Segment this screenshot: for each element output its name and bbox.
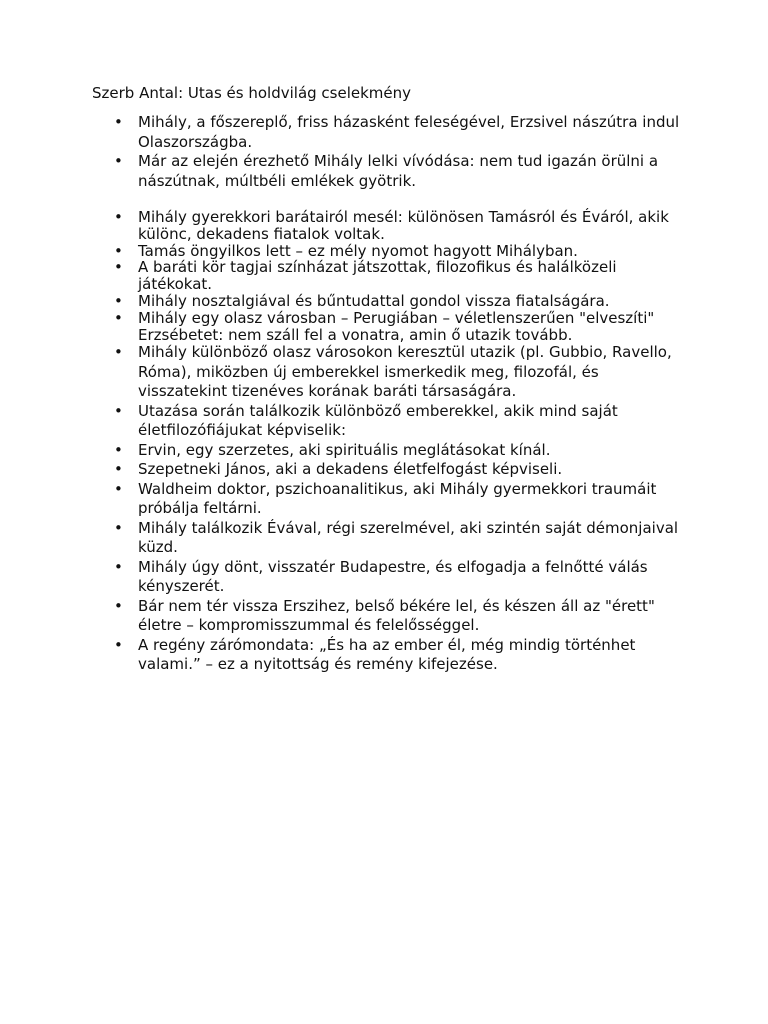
list-item: • Tamás öngyilkos lett – ez mély nyomot hagyott Mihályban.	[92, 243, 692, 260]
list-item: • Mihály különböző olasz városokon keresztül utazik (pl. Gubbio, Ravello, Róma), miközben új emberekkel ismerkedik meg, filozofál, és visszatekint tizenéves korának baráti társaságára.	[92, 343, 692, 402]
list-item: • Utazása során találkozik különböző emberekkel, akik mind saját életfilozófiájukat képviselik:	[92, 402, 692, 441]
bullet-list	[92, 113, 692, 675]
list-item: • Mihály egy olasz városban – Perugiában – véletlenszerűen "elveszíti" Erzsébetet: nem száll fel a vonatra, amin ő utazik tovább.	[92, 310, 692, 344]
list-item: • Mihály találkozik Évával, régi szerelmével, aki szintén saját démonjaival küzd.	[92, 519, 692, 558]
list-item: • Már az elején érezhető Mihály lelki vívódása: nem tud igazán örülni a nászútnak, múltbéli emlékek gyötrik.	[92, 152, 692, 191]
list-item: • Bár nem tér vissza Erszihez, belső békére lel, és készen áll az "érett" életre – kompromisszummal és felelősséggel.	[92, 597, 692, 636]
list-item: • Waldheim doktor, pszichoanalitikus, aki Mihály gyermekkori traumáit próbálja feltárni.	[92, 480, 692, 519]
list-item: • Mihály úgy dönt, visszatér Budapestre, és elfogadja a felnőtté válás kényszerét.	[92, 558, 692, 597]
list-item: • Ervin, egy szerzetes, aki spirituális meglátásokat kínál.	[92, 441, 692, 461]
document-title: Szerb Antal: Utas és holdvilág cselekmény	[92, 84, 412, 102]
list-item: • Mihály nosztalgiával és bűntudattal gondol vissza fiatalságára.	[92, 293, 692, 310]
list-item: • A baráti kör tagjai színházat játszottak, filozofikus és halálközeli játékokat.	[92, 259, 692, 293]
list-spacer	[92, 191, 692, 209]
list-item: • Mihály, a főszereplő, friss házasként feleségével, Erzsivel nászútra indul Olaszországba.	[92, 113, 692, 152]
list-item: • Szepetneki János, aki a dekadens életfelfogást képviseli.	[92, 460, 692, 480]
list-item: • Mihály gyerekkori barátairól mesél: különösen Tamásról és Éváról, akik különc, dekadens fiatalok voltak.	[92, 209, 692, 243]
list-item: • A regény zárómondata: „És ha az ember él, még mindig történhet valami.” – ez a nyitottság és remény kifejezése.	[92, 636, 692, 675]
